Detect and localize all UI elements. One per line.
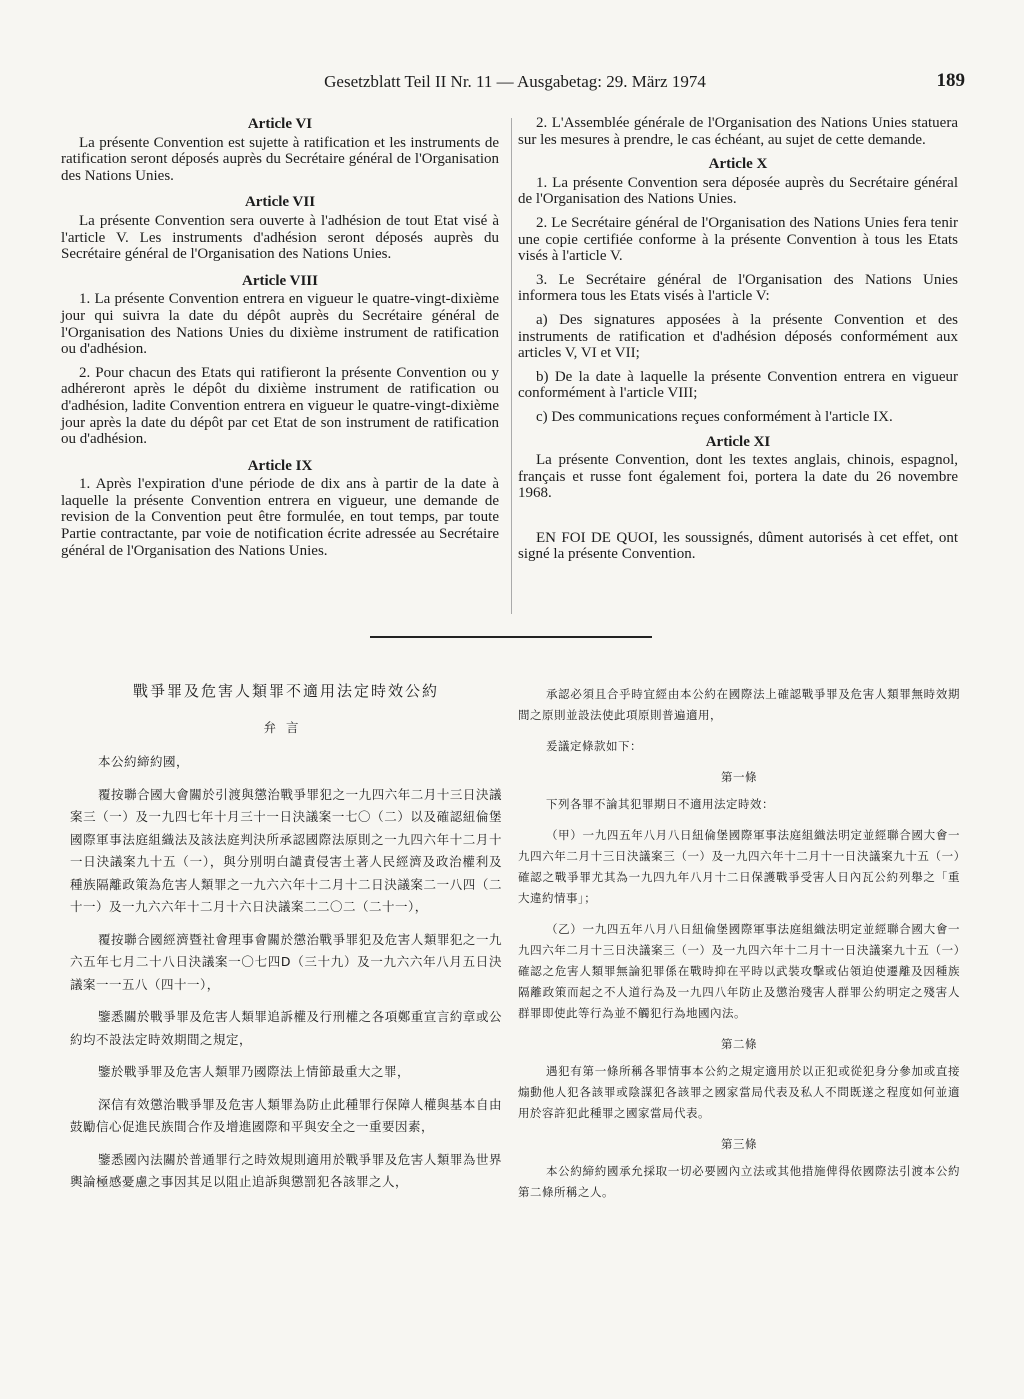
paragraph: c) Des communications reçues conformément à l'article IX. <box>536 408 893 425</box>
paragraph: 1. Après l'expiration d'une période de dix ans à partir de la date à laquelle la présente Convention entrera en vigueur, une demande de revision de la Convention peut être formulée, en tout temps, par toute Partie contractante, par voie de notification écrite adressée au Secrétaire général de l'Organisation des Nations Unies. <box>61 476 499 559</box>
chinese-paragraph: 深信有效懲治戰爭罪及危害人類罪為防止此種罪行保障人權與基本自由鼓勵信心促進民族間合作及增進國際和平與安全之一重要因素， <box>70 1096 502 1134</box>
chinese-right-column <box>518 684 960 1213</box>
chinese-paragraph: 下列各罪不論其犯罪期日不適用法定時效： <box>546 797 774 811</box>
chinese-article-title: 第三條 <box>721 1137 757 1151</box>
chinese-paragraph: 覆按聯合國經濟暨社會理事會關於懲治戰爭罪犯及危害人類罪犯之一九六五年七月二十八日決議案一〇七四D（三十九）及一九六六年八月五日決議案一一五八（四十一）， <box>70 931 502 992</box>
paragraph: b) De la date à laquelle la présente Convention entrera en vigueur conformément à l'article VIII; <box>518 368 958 402</box>
chinese-paragraph: 本公約締約國承允採取一切必要國內立法或其他措施俾得依國際法引渡本公約第二條所稱之人。 <box>518 1164 960 1199</box>
paragraph: 2. Le Secrétaire général de l'Organisation des Nations Unies fera tenir une copie certifiée conforme à la présente Convention à tous les Etats visés à l'article V. <box>518 214 958 265</box>
chinese-left-column <box>70 680 502 1204</box>
header-title: Gesetzblatt Teil II Nr. 11 — Ausgabetag: 29. März 1974 <box>324 72 706 91</box>
paragraph: La présente Convention est sujette à ratification et les instruments de ratification seront déposés auprès du Secrétaire général de l'Organisation des Nations Unies. <box>61 134 499 184</box>
paragraph: 1. La présente Convention sera déposée auprès du Secrétaire général de l'Organisation des Nations Unies. <box>518 174 958 208</box>
chinese-paragraph: 爰議定條款如下： <box>546 739 642 753</box>
section-rule <box>370 636 652 638</box>
paragraph: La présente Convention sera ouverte à l'adhésion de tout Etat visé à l'article V. Les instruments d'adhésion seront déposés auprès du Secrétaire général de l'Organisation des Nations Unies. <box>61 212 499 263</box>
left-column <box>61 113 499 566</box>
chinese-title: 戰爭罪及危害人類罪不適用法定時效公約 <box>132 682 439 700</box>
chinese-article-title: 第二條 <box>721 1037 757 1051</box>
paragraph: La présente Convention, dont les textes anglais, chinois, espagnol, français et russe font également foi, portera la date du 26 novembre 1968. <box>518 452 958 502</box>
article-title: Article VIII <box>242 272 318 289</box>
chinese-paragraph: 鑒悉國內法關於普通罪行之時效規則適用於戰爭罪及危害人類罪為世界輿論極感憂慮之事因其足以阻止追訴與懲罰犯各該罪之人， <box>70 1151 502 1189</box>
article-title: Article VII <box>244 194 316 211</box>
chinese-article-title: 第一條 <box>721 770 757 784</box>
paragraph: 3. Le Secrétaire général de l'Organisation des Nations Unies informera tous les Etats visés à l'article V: <box>518 271 958 305</box>
chinese-paragraph: （甲）一九四五年八月八日紐倫堡國際軍事法庭組織法明定並經聯合國大會一九四六年二月十三日決議案三（一）及一九四六年十二月十一日決議案九十五（一）確認之戰爭罪尤其為一九四九年八月十二日保護戰爭受害人日內瓦公約列舉之「重大違約情事」； <box>518 828 960 905</box>
right-column <box>518 115 958 570</box>
paragraph: 2. L'Assemblée générale de l'Organisation des Nations Unies statuera sur les mesures à prendre, le cas échéant, au sujet de cette demande. <box>518 115 958 148</box>
article-title: Article XI <box>705 433 771 450</box>
column-divider <box>511 118 512 614</box>
chinese-paragraph: （乙）一九四五年八月八日紐倫堡國際軍事法庭組織法明定並經聯合國大會一九四六年二月十三日決議案三（一）及一九四六年十二月十一日決議案九十五（一）確認之危害人類罪無論犯罪係在戰時抑在平時以武裝攻擊或佔領迫使遷離及因種族隔離政策而起之不人道行為及一九四八年防止及懲治殘害人群罪公約明定之殘害人群罪即使此等行為並不觸犯行為地國內法。 <box>518 922 960 1020</box>
chinese-paragraph: 覆按聯合國大會關於引渡與懲治戰爭罪犯之一九四六年二月十三日決議案三（一）及一九四七年十月三十一日決議案一七〇（二）以及確認紐倫堡國際軍事法庭組織法及該法庭判決所承認國際法原則之一九四六年十二月十一日決議案九十五（一），與分別明白譴責侵害土著人民經濟及政治權利及種族隔離政策為危害人類罪之一九六六年十二月十二日決議案二一八四（二十一）及一九六六年十二月十六日決議案二二〇二（二十一）， <box>70 786 502 914</box>
chinese-subtitle: 弁言 <box>263 719 309 735</box>
article-title: Article X <box>708 156 768 173</box>
chinese-paragraph: 鑒悉關於戰爭罪及危害人類罪追訴權及行刑權之各項鄭重宣言約章或公約均不設法定時效期間之規定， <box>70 1009 502 1047</box>
page-number: 189 <box>936 70 965 91</box>
paragraph: 1. La présente Convention entrera en vigueur le quatre-vingt-dixième jour qui suivra la date du dépôt auprès du Secrétaire général de l'Organisation des Nations Unies du dixième instrument de ratification ou d'adhésion. <box>61 291 499 358</box>
chinese-paragraph: 承認必須且合乎時宜經由本公約在國際法上確認戰爭罪及危害人類罪無時效期間之原則並設法使此項原則普遍適用， <box>518 687 960 722</box>
article-title: Article VI <box>247 116 313 132</box>
paragraph: a) Des signatures apposées à la présente Convention et des instruments de ratification et d'adhésion déposés conformément aux articles V, VI et VII; <box>518 311 958 362</box>
closing-paragraph: EN FOI DE QUOI, les soussignés, dûment autorisés à cet effet, ont signé la présente Convention. <box>518 529 958 563</box>
chinese-paragraph: 鑒於戰爭罪及危害人類罪乃國際法上情節最重大之罪， <box>98 1064 411 1079</box>
chinese-paragraph: 本公約締約國， <box>98 754 190 769</box>
paragraph: 2. Pour chacun des Etats qui ratifieront la présente Convention ou y adhéreront après le dépôt du dixième instrument de ratification ou d'adhésion, ladite Convention entrera en vigueur le quatre-vingt-dixième jour après la date du dépôt par cet Etat de son instrument de ratification ou d'adhésion. <box>61 364 499 448</box>
article-title: Article IX <box>247 457 313 474</box>
chinese-paragraph: 遇犯有第一條所稱各罪情事本公約之規定適用於以正犯或從犯身分參加或直接煽動他人犯各該罪或陰謀犯各該罪之國家當局代表及私人不問既遂之程度如何並適用於容許犯此種罪之國家當局代表。 <box>518 1064 960 1120</box>
